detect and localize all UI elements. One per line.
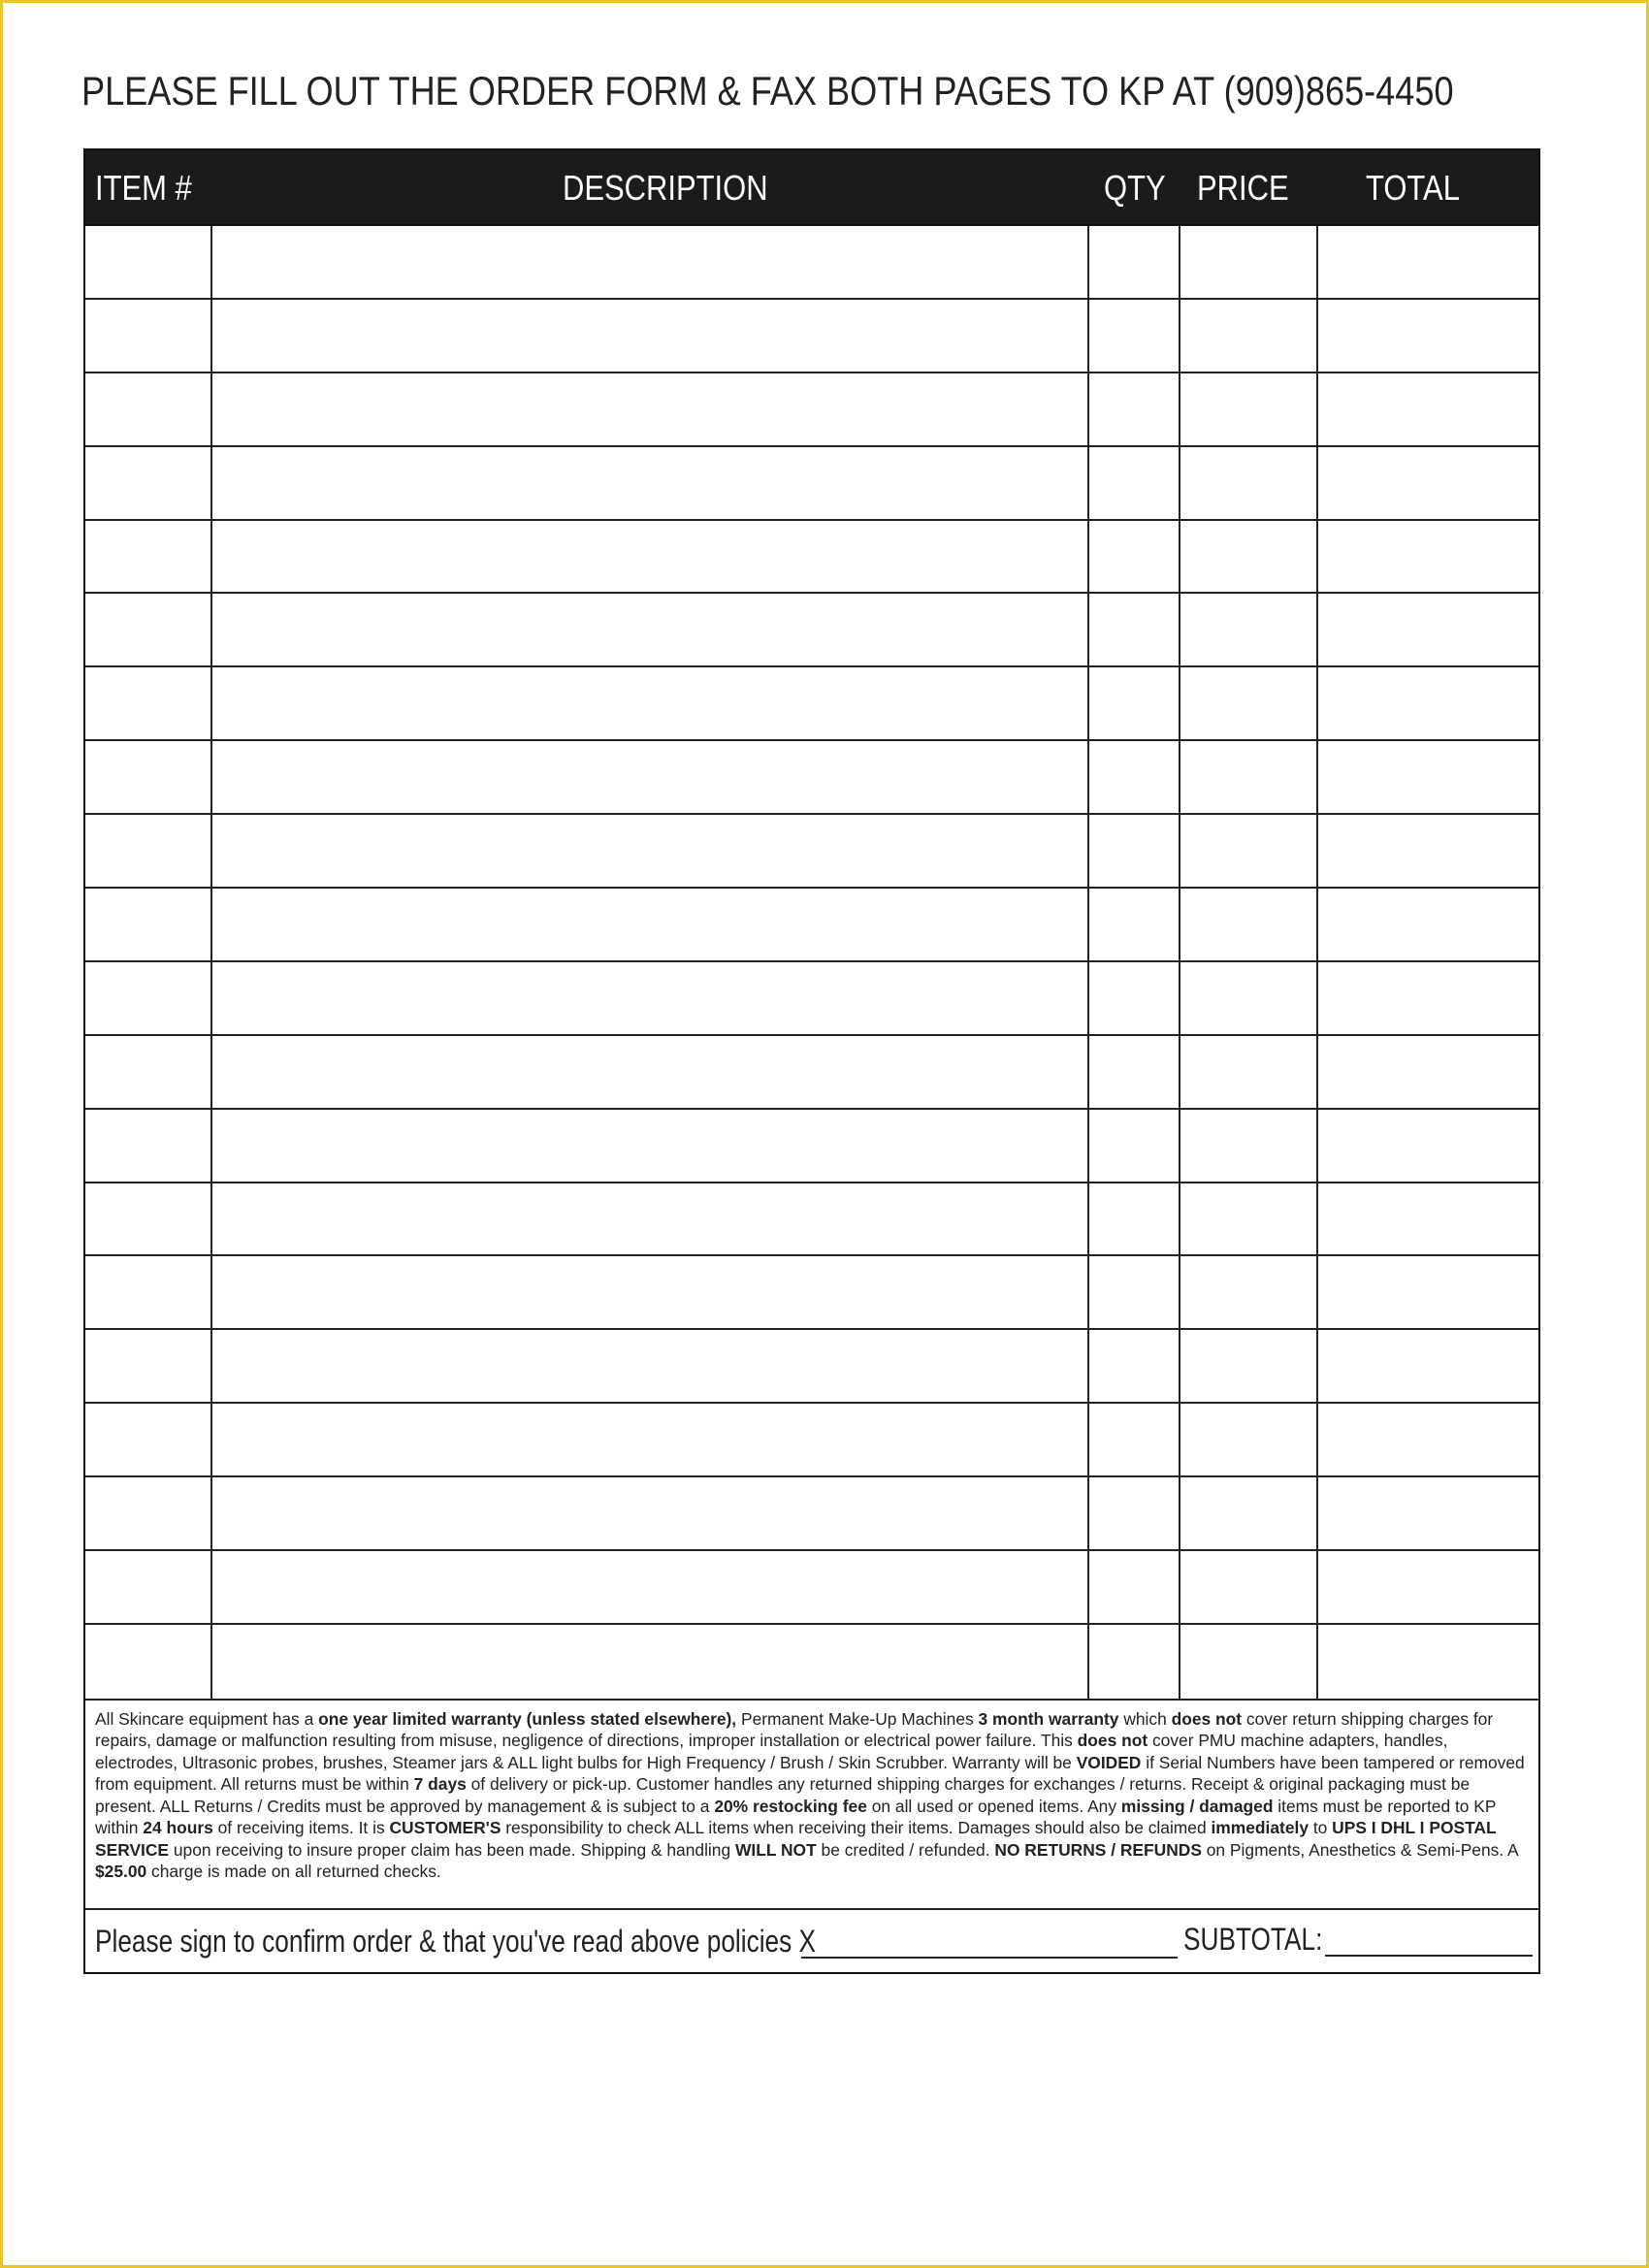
table-row — [85, 594, 1538, 667]
qty-cell[interactable] — [1089, 1036, 1180, 1108]
qty-cell[interactable] — [1089, 594, 1180, 665]
table-row — [85, 815, 1538, 889]
description-cell[interactable] — [212, 300, 1089, 372]
price-cell[interactable] — [1180, 1551, 1318, 1623]
policy-emphasis: 7 days — [413, 1774, 467, 1795]
policy-emphasis: WILL NOT — [734, 1839, 817, 1860]
price-cell[interactable] — [1180, 594, 1318, 665]
qty-cell[interactable] — [1089, 521, 1180, 593]
item-cell[interactable] — [85, 1404, 212, 1475]
policy-text-segment: on Pigments, Anesthetics & Semi-Pens. A — [1201, 1839, 1518, 1860]
total-cell[interactable] — [1318, 667, 1538, 739]
policy-text-segment: to — [1309, 1818, 1333, 1838]
policy-text — [85, 1699, 1538, 1908]
description-cell[interactable] — [212, 521, 1089, 593]
signature-bar — [85, 1908, 1538, 1972]
item-cell[interactable] — [85, 889, 212, 960]
total-cell[interactable] — [1318, 594, 1538, 665]
total-cell[interactable] — [1318, 1551, 1538, 1623]
price-cell[interactable] — [1180, 1110, 1318, 1182]
column-header-qty: QTY — [1104, 168, 1166, 208]
policy-emphasis: 24 hours — [143, 1818, 213, 1838]
total-cell[interactable] — [1318, 1477, 1538, 1549]
qty-cell[interactable] — [1089, 300, 1180, 372]
price-cell[interactable] — [1180, 815, 1318, 887]
description-cell[interactable] — [212, 1477, 1089, 1549]
description-cell[interactable] — [212, 1110, 1089, 1182]
price-cell[interactable] — [1180, 521, 1318, 593]
total-cell[interactable] — [1318, 1183, 1538, 1255]
total-cell[interactable] — [1318, 1256, 1538, 1328]
policy-emphasis: one year limited warranty (unless stated elsewhere), — [318, 1708, 737, 1729]
price-cell[interactable] — [1180, 667, 1318, 739]
qty-cell[interactable] — [1089, 1477, 1180, 1549]
description-cell[interactable] — [212, 1551, 1089, 1623]
policy-emphasis: 3 month warranty — [978, 1708, 1119, 1729]
price-cell[interactable] — [1180, 1183, 1318, 1255]
description-cell[interactable] — [212, 962, 1089, 1034]
item-cell[interactable] — [85, 962, 212, 1034]
order-form — [83, 148, 1540, 1974]
description-cell[interactable] — [212, 226, 1089, 298]
policy-emphasis: NO RETURNS / REFUNDS — [994, 1839, 1202, 1860]
qty-cell[interactable] — [1089, 1404, 1180, 1475]
price-cell[interactable] — [1180, 447, 1318, 519]
table-row — [85, 226, 1538, 300]
policy-text-segment: Permanent Make-Up Machines — [736, 1708, 979, 1729]
policy-text-segment: if Serial Numbers have been tampered or removed from equipment. All returns must be within — [95, 1752, 1525, 1795]
policy-text-segment: cover return shipping charges for repairs, damage or malfunction resulting from misuse, negligence of directions, improper installation or electrical power failure. This — [95, 1708, 1494, 1751]
table-row — [85, 1036, 1538, 1110]
order-rows — [85, 224, 1538, 1699]
policy-emphasis: immediately — [1211, 1818, 1309, 1838]
table-row — [85, 1404, 1538, 1477]
total-cell[interactable] — [1318, 1330, 1538, 1402]
policy-emphasis: does not — [1171, 1708, 1243, 1729]
total-cell[interactable] — [1318, 373, 1538, 445]
subtotal-label: SUBTOTAL: — [1183, 1921, 1323, 1957]
description-cell[interactable] — [212, 447, 1089, 519]
item-cell[interactable] — [85, 1110, 212, 1182]
table-row — [85, 1110, 1538, 1183]
page-title: PLEASE FILL OUT THE ORDER FORM & FAX BOTH PAGES TO KP AT (909)865-4450 — [81, 68, 1454, 113]
description-cell[interactable] — [212, 741, 1089, 813]
item-cell[interactable] — [85, 1625, 212, 1699]
qty-cell[interactable] — [1089, 1330, 1180, 1402]
table-row — [85, 1551, 1538, 1625]
column-header-total: TOTAL — [1366, 168, 1460, 208]
total-cell[interactable] — [1318, 300, 1538, 372]
table-row — [85, 962, 1538, 1036]
policy-text-segment: on all used or opened items. Any — [866, 1796, 1121, 1816]
qty-cell[interactable] — [1089, 447, 1180, 519]
policy-text-segment: responsibility to check ALL items when receiving their items. Damages should also be claimed — [501, 1818, 1212, 1838]
policy-text-segment: cover PMU machine adapters, handles, electrodes, Ultrasonic probes, brushes, Steamer jars & ALL light bulbs for High Frequency / Brush / Skin Scrubber. Warranty will be — [95, 1731, 1448, 1772]
policy-text-segment: charge is made on all returned checks. — [146, 1862, 441, 1882]
price-cell[interactable] — [1180, 373, 1318, 445]
total-cell[interactable] — [1318, 741, 1538, 813]
policy-text-segment: of delivery or pick-up. Customer handles any returned shipping charges for exchanges / returns. Receipt & original packaging must be present. ALL Returns / Credits must be approved by management & is subject to a — [95, 1774, 1471, 1816]
table-row — [85, 300, 1538, 373]
qty-cell[interactable] — [1089, 1110, 1180, 1182]
total-cell[interactable] — [1318, 889, 1538, 960]
subtotal-field[interactable] — [1325, 1955, 1533, 1957]
description-cell[interactable] — [212, 1330, 1089, 1402]
total-cell[interactable] — [1318, 1036, 1538, 1108]
qty-cell[interactable] — [1089, 667, 1180, 739]
policy-emphasis: $25.00 — [95, 1862, 147, 1882]
price-cell[interactable] — [1180, 1256, 1318, 1328]
qty-cell[interactable] — [1089, 815, 1180, 887]
description-cell[interactable] — [212, 667, 1089, 739]
qty-cell[interactable] — [1089, 226, 1180, 298]
item-cell[interactable] — [85, 1477, 212, 1549]
total-cell[interactable] — [1318, 521, 1538, 593]
item-cell[interactable] — [85, 1256, 212, 1328]
item-cell[interactable] — [85, 594, 212, 665]
price-cell[interactable] — [1180, 1477, 1318, 1549]
total-cell[interactable] — [1318, 1625, 1538, 1699]
price-cell[interactable] — [1180, 741, 1318, 813]
policy-emphasis: CUSTOMER'S — [389, 1818, 501, 1838]
policy-text-segment: items must be reported to KP within — [95, 1796, 1497, 1838]
signature-label: Please sign to confirm order & that you've read above policies X — [95, 1923, 817, 1959]
total-cell[interactable] — [1318, 1110, 1538, 1182]
qty-cell[interactable] — [1089, 1256, 1180, 1328]
table-row — [85, 1477, 1538, 1551]
item-cell[interactable] — [85, 521, 212, 593]
table-row — [85, 667, 1538, 741]
total-cell[interactable] — [1318, 226, 1538, 298]
price-cell[interactable] — [1180, 889, 1318, 960]
total-cell[interactable] — [1318, 815, 1538, 887]
policy-text-segment: be credited / refunded. — [816, 1839, 995, 1860]
table-row — [85, 1256, 1538, 1330]
policy-text-segment: upon receiving to insure proper claim has been made. Shipping & handling — [169, 1839, 735, 1860]
table-row — [85, 1183, 1538, 1257]
item-cell[interactable] — [85, 1183, 212, 1255]
price-cell[interactable] — [1180, 1330, 1318, 1402]
qty-cell[interactable] — [1089, 741, 1180, 813]
description-cell[interactable] — [212, 1183, 1089, 1255]
table-row — [85, 373, 1538, 447]
description-cell[interactable] — [212, 815, 1089, 887]
table-row — [85, 889, 1538, 962]
column-header-price: PRICE — [1197, 168, 1289, 208]
price-cell[interactable] — [1180, 1404, 1318, 1475]
policy-emphasis: 20% restocking fee — [714, 1796, 867, 1816]
qty-cell[interactable] — [1089, 962, 1180, 1034]
column-header-item: ITEM # — [95, 168, 192, 208]
price-cell[interactable] — [1180, 300, 1318, 372]
table-row — [85, 1330, 1538, 1404]
policy-emphasis: does not — [1077, 1731, 1148, 1751]
description-cell[interactable] — [212, 373, 1089, 445]
price-cell[interactable] — [1180, 1625, 1318, 1699]
qty-cell[interactable] — [1089, 1625, 1180, 1699]
table-row — [85, 1625, 1538, 1699]
table-row — [85, 741, 1538, 815]
description-cell[interactable] — [212, 1625, 1089, 1699]
item-cell[interactable] — [85, 1036, 212, 1108]
policy-emphasis: VOIDED — [1076, 1752, 1142, 1772]
description-cell[interactable] — [212, 594, 1089, 665]
item-cell[interactable] — [85, 1551, 212, 1623]
item-cell[interactable] — [85, 1330, 212, 1402]
total-cell[interactable] — [1318, 962, 1538, 1034]
description-cell[interactable] — [212, 1256, 1089, 1328]
item-cell[interactable] — [85, 226, 212, 298]
qty-cell[interactable] — [1089, 1183, 1180, 1255]
item-cell[interactable] — [85, 373, 212, 445]
description-cell[interactable] — [212, 889, 1089, 960]
signature-field[interactable] — [801, 1957, 1178, 1959]
total-cell[interactable] — [1318, 447, 1538, 519]
qty-cell[interactable] — [1089, 373, 1180, 445]
qty-cell[interactable] — [1089, 889, 1180, 960]
policy-emphasis: UPS I DHL I POSTAL SERVICE — [95, 1818, 1497, 1860]
table-row — [85, 521, 1538, 595]
description-cell[interactable] — [212, 1404, 1089, 1475]
price-cell[interactable] — [1180, 962, 1318, 1034]
policy-text-segment: of receiving items. It is — [212, 1818, 390, 1838]
table-header — [85, 150, 1538, 224]
item-cell[interactable] — [85, 300, 212, 372]
price-cell[interactable] — [1180, 226, 1318, 298]
table-row — [85, 447, 1538, 521]
total-cell[interactable] — [1318, 1404, 1538, 1475]
item-cell[interactable] — [85, 815, 212, 887]
item-cell[interactable] — [85, 667, 212, 739]
description-cell[interactable] — [212, 1036, 1089, 1108]
policy-emphasis: missing / damaged — [1120, 1796, 1274, 1816]
policy-text-segment: which — [1118, 1708, 1172, 1729]
policy-text-segment: All Skincare equipment has a — [95, 1708, 319, 1729]
qty-cell[interactable] — [1089, 1551, 1180, 1623]
column-header-description: DESCRIPTION — [563, 168, 768, 208]
item-cell[interactable] — [85, 447, 212, 519]
item-cell[interactable] — [85, 741, 212, 813]
price-cell[interactable] — [1180, 1036, 1318, 1108]
